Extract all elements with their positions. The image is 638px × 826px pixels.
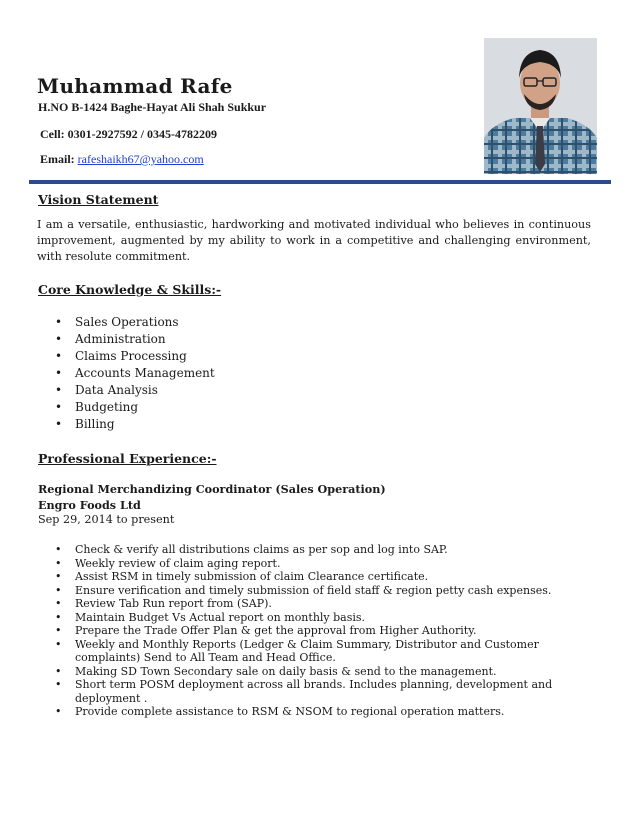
candidate-name: Muhammad Rafe [37, 74, 233, 98]
phone-numbers: Cell: 0301-2927592 / 0345-4782209 [40, 127, 217, 141]
email-line [40, 152, 204, 167]
list-item: • Short term POSM deployment across all brands. Includes planning, development and deployment . [55, 678, 565, 705]
list-item: • Data Analysis [55, 382, 215, 399]
list-item: • Weekly review of claim aging report. [55, 557, 565, 571]
list-item: • Weekly and Monthly Reports (Ledger & Claim Summary, Distributor and Customer complaints) Send to All Team and Head Office. [55, 638, 565, 665]
experience-heading: Professional Experience:- [38, 451, 217, 466]
list-item: • Ensure verification and timely submission of field staff & region petty cash expenses. [55, 584, 565, 598]
list-item: • Provide complete assistance to RSM & NSOM to regional operation matters. [55, 705, 565, 719]
profile-photo [484, 38, 597, 174]
skills-heading: Core Knowledge & Skills:- [38, 282, 222, 297]
list-item: • Billing [55, 416, 215, 433]
email-link[interactable]: rafeshaikh67@yahoo.com [77, 152, 204, 166]
duties-list [55, 543, 565, 719]
vision-heading: Vision Statement [38, 192, 159, 207]
address: H.NO B-1424 Baghe-Hayat Ali Shah Sukkur [38, 100, 267, 114]
list-item: • Administration [55, 331, 215, 348]
list-item: • Claims Processing [55, 348, 215, 365]
list-item: • Assist RSM in timely submission of claim Clearance certificate. [55, 570, 565, 584]
skills-list [55, 314, 215, 433]
employment-dates: Sep 29, 2014 to present [38, 513, 175, 526]
list-item: • Prepare the Trade Offer Plan & get the approval from Higher Authority. [55, 624, 565, 638]
list-item: • Making SD Town Secondary sale on daily basis & send to the management. [55, 665, 565, 679]
list-item: • Sales Operations [55, 314, 215, 331]
list-item: • Maintain Budget Vs Actual report on monthly basis. [55, 611, 565, 625]
job-title: Regional Merchandizing Coordinator (Sales Operation) [38, 482, 386, 496]
company-name: Engro Foods Ltd [38, 498, 141, 512]
email-label: Email: [40, 152, 75, 166]
list-item: • Check & verify all distributions claims as per sop and log into SAP. [55, 543, 565, 557]
list-item: • Review Tab Run report from (SAP). [55, 597, 565, 611]
list-item: • Accounts Management [55, 365, 215, 382]
list-item: • Budgeting [55, 399, 215, 416]
vision-text: I am a versatile, enthusiastic, hardworking and motivated individual who believes in continuous improvement, augmented by my ability to work in a competitive and challenging environment, with resolute commitment. [37, 218, 591, 263]
header-divider [29, 180, 611, 184]
